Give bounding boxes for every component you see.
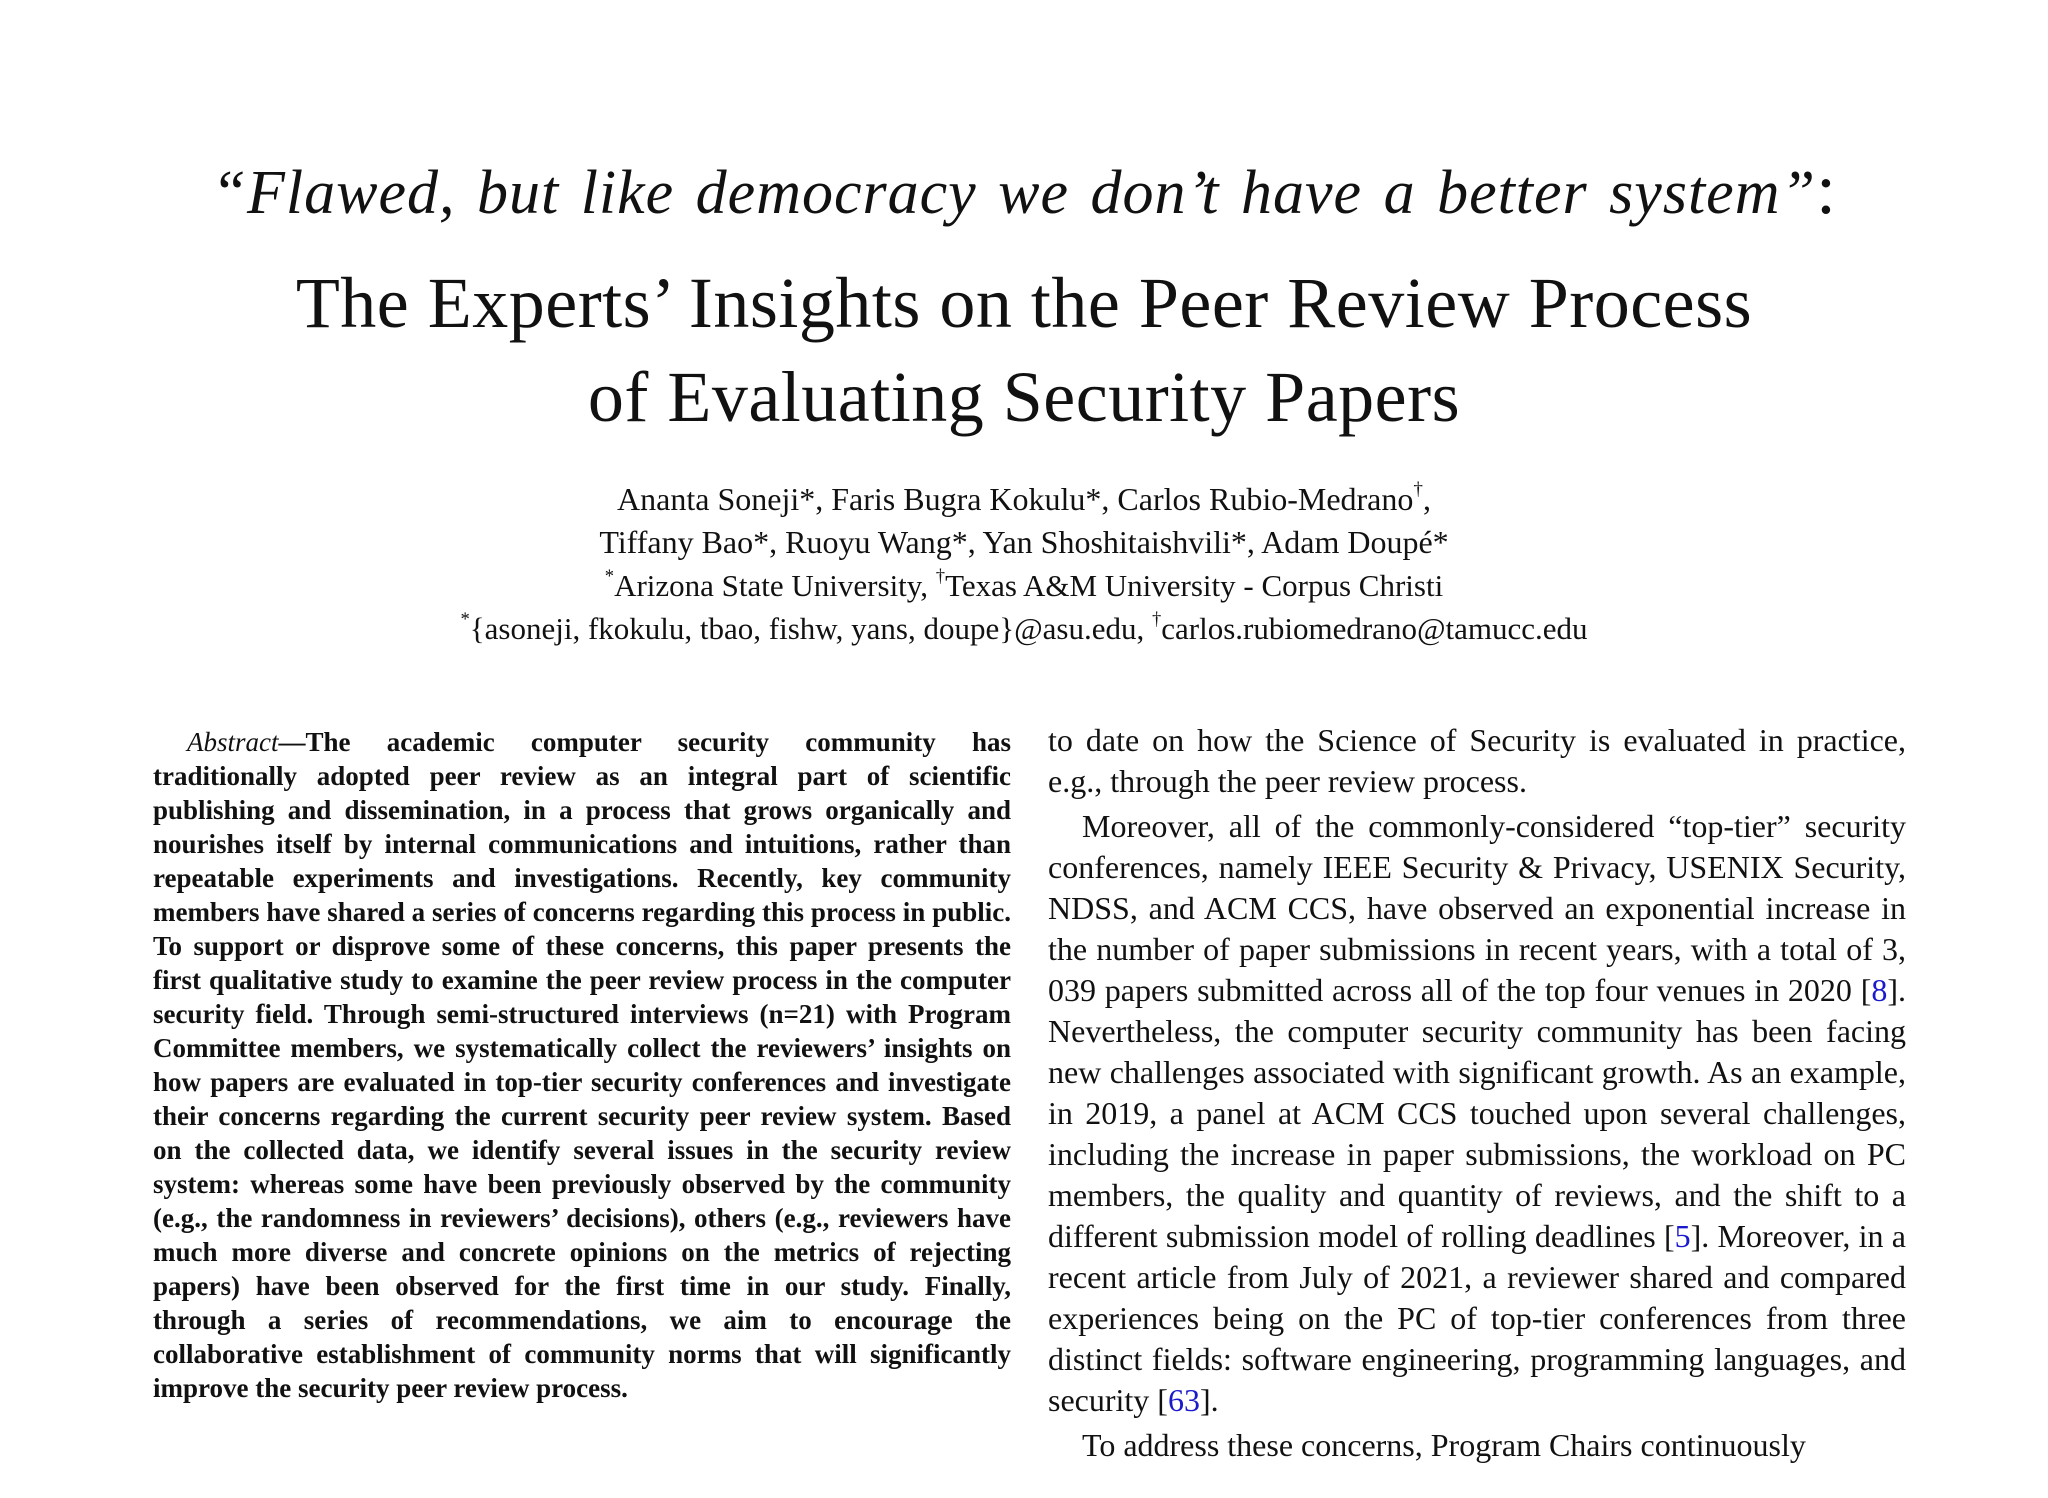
dagger-mark: † (1413, 479, 1423, 501)
citation-link[interactable]: 5 (1674, 1218, 1691, 1254)
email-tamucc: carlos.rubiomedrano@tamucc.edu (1161, 611, 1588, 646)
title-line-3: of Evaluating Security Papers (587, 357, 1461, 437)
body-column (1048, 720, 1906, 1470)
affiliation-tamucc: Texas A&M University - Corpus Christi (945, 568, 1444, 603)
author-line-2: Tiffany Bao*, Ruoyu Wang*, Yan Shoshitaishvili*, Adam Doupé* (599, 524, 1449, 560)
author-comma: , (1422, 481, 1431, 517)
body-text: ]. Nevertheless, the computer security community has been facing new challenges associated with significant growth. As an example, in 2019, a panel at ACM CCS touched upon several challenges, including the increase in paper submissions, the workload on PC members, the quality and quantity of reviews, and the shift to a different submission model of rolling deadlines [ (1048, 972, 1906, 1254)
asterisk-mark: * (460, 608, 470, 630)
email-asu: {asoneji, fkokulu, tbao, fishw, yans, doupe}@asu.edu, (469, 611, 1152, 646)
body-text: ]. (1199, 1382, 1219, 1418)
affiliation-asu: Arizona State University, (614, 568, 936, 603)
dagger-mark: † (1151, 608, 1162, 630)
affiliations (0, 564, 2048, 607)
dagger-mark: † (935, 565, 946, 587)
title-colon: : (1815, 149, 1837, 229)
citation-link[interactable]: 63 (1167, 1382, 1200, 1418)
title-line-1 (0, 142, 2048, 256)
abstract-text: —The academic computer security community has traditionally adopted peer review as an integral part of scientific publishing and dissemination, in a process that grows organically and nourishes itself by internal communications and intuitions, rather than repeatable experiments and investigations. Recently, key community members have shared a series of concerns regarding this process in public. To support or disprove some of these concerns, this paper presents the first qualitative study to examine the peer review process in the computer security field. Through semi-structured interviews (n=21) with Program Committee members, we systematically collect the reviewers’ insights on how papers are evaluated in top-tier security conferences and investigate their concerns regarding the current security peer review system. Based on the collected data, we identify several issues in the security review system: whereas some have been previously observed by the community (e.g., the randomness in reviewers’ decisions), others (e.g., reviewers have much more diverse and concrete opinions on the metrics of rejecting papers) have been observed for the first time in our study. Finally, through a series of recommendations, we aim to encourage the collaborative establishment of community norms that will significantly improve the security peer review process. (153, 727, 1011, 1403)
title-quote: “Flawed, but like democracy we don’t have a better system” (211, 159, 1816, 227)
abstract-label: Abstract (187, 727, 279, 757)
body-paragraph-1: to date on how the Science of Security is evaluated in practice, e.g., through the peer review process. (1048, 722, 1906, 799)
emails (0, 607, 2048, 650)
author-names-1: Ananta Soneji*, Faris Bugra Kokulu*, Carlos Rubio-Medrano (617, 481, 1414, 517)
abstract (153, 725, 1011, 1405)
paper-title (0, 142, 2048, 444)
body-paragraph-3: To address these concerns, Program Chairs continuously (1082, 1427, 1806, 1463)
body-text: Moreover, all of the commonly-considered “top-tier” security conferences, namely IEEE Security & Privacy, USENIX Security, NDSS, and ACM CCS, have observed an exponential increase in the number of paper submissions in recent years, with a total of 3, 039 papers submitted across all of the top four venues in 2020 [ (1048, 808, 1906, 1008)
citation-link[interactable]: 8 (1871, 972, 1888, 1008)
body-paragraph-2 (1048, 806, 1906, 1421)
title-line-2: The Experts’ Insights on the Peer Review Process (295, 263, 1753, 343)
author-line-1 (0, 478, 2048, 521)
asterisk-mark: * (604, 565, 615, 587)
body-text: ]. Moreover, in a recent article from July of 2021, a reviewer shared and compared experiences being on the PC of top-tier conferences from three distinct fields: software engineering, programming languages, and security [ (1048, 1218, 1907, 1418)
author-block (0, 478, 2048, 650)
